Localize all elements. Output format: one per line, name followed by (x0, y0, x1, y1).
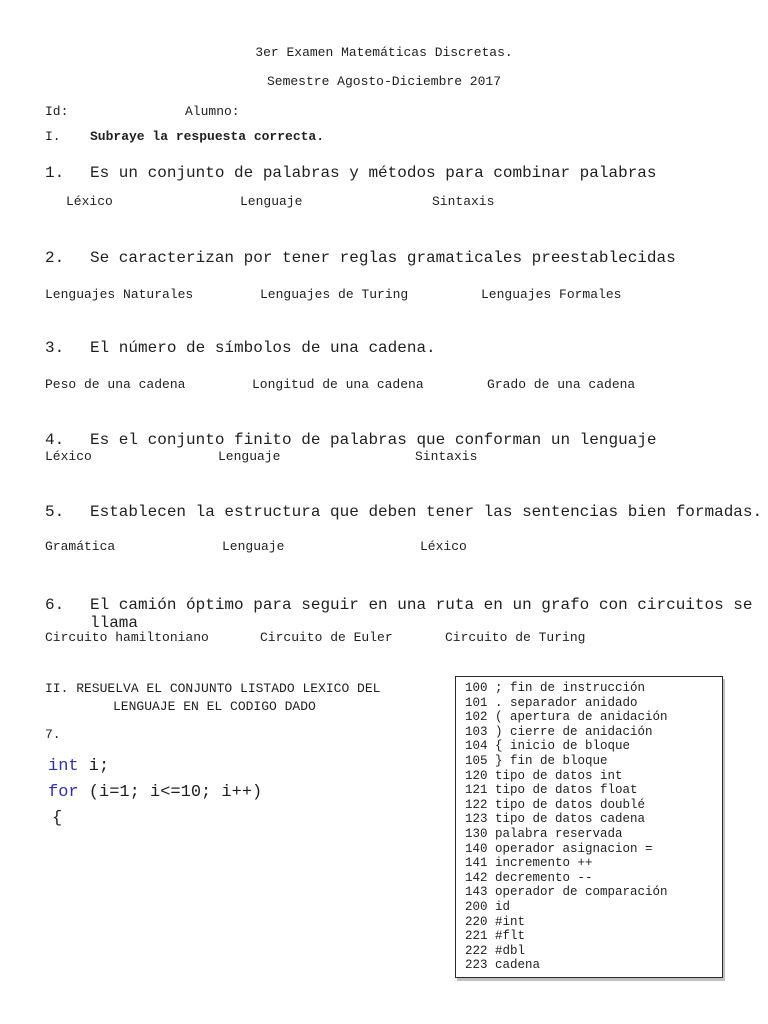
lexicon-item: 142 decremento -- (465, 870, 593, 885)
option-label: Circuito hamiltoniano (45, 630, 209, 645)
question-6-text: El camión óptimo para seguir en una ruta en un grafo con circuitos se llama (90, 596, 753, 632)
question-3 (0, 339, 768, 355)
option-label: Sintaxis (415, 449, 478, 464)
section-1-numeral: I. (45, 129, 61, 144)
question-1-number: 1. (45, 164, 65, 182)
question-4-text: Es el conjunto finito de palabras que conforman un lenguaje (90, 431, 657, 449)
lexicon-item: 140 operador asignacion = (465, 841, 653, 856)
lexicon-item: 143 operador de comparación (465, 885, 668, 900)
code-keyword: int (48, 757, 79, 776)
lexicon-item: 100 ; fin de instrucción (465, 681, 646, 695)
option-label: Léxico (420, 539, 467, 554)
question-1 (0, 164, 768, 180)
option-label: Gramática (45, 539, 116, 554)
lexicon-item: 120 tipo de datos int (465, 768, 623, 783)
lexicon-item: 123 tipo de datos cadena (465, 812, 646, 827)
question-4-number: 4. (45, 431, 65, 449)
code-line-3: { (52, 809, 63, 828)
option-label: Lenguaje (218, 449, 281, 464)
question-2 (0, 249, 768, 265)
option-label: Léxico (45, 449, 92, 464)
option-label: Lenguajes Formales (481, 287, 622, 302)
option-label: Lenguaje (240, 194, 303, 209)
code-line-1 (48, 757, 109, 777)
section-1-heading (0, 129, 768, 145)
question-3-options (0, 377, 768, 393)
lexicon-item: 200 id (465, 899, 511, 914)
lexicon-item: 101 . separador anidado (465, 695, 638, 710)
lexicon-item: 220 #int (465, 914, 526, 929)
lexicon-item: 221 #flt (465, 929, 526, 944)
question-2-number: 2. (45, 249, 65, 267)
question-1-text: Es un conjunto de palabras y métodos para combinar palabras (90, 164, 657, 182)
lexicon-item: 130 palabra reservada (465, 826, 623, 841)
option-label: Lenguajes Naturales (45, 287, 194, 302)
question-6-number: 6. (45, 596, 65, 614)
option-label: Lenguajes de Turing (260, 287, 409, 302)
question-1-options (0, 194, 768, 210)
lexicon-box (455, 676, 723, 978)
option-label: Sintaxis (432, 194, 495, 209)
student-label: Alumno: (185, 104, 240, 119)
question-4-options (0, 449, 768, 465)
question-4 (0, 431, 768, 447)
question-5-number: 5. (45, 503, 65, 521)
lexicon-item: 104 { inicio de bloque (465, 739, 631, 754)
lexicon-item: 223 cadena (465, 958, 541, 973)
page-title: 3er Examen Matemáticas Discretas. (255, 45, 513, 60)
question-5-text: Establecen la estructura que deben tener las sentencias bien formadas. (90, 503, 763, 521)
question-2-options (0, 287, 768, 303)
lexicon-item: 105 } fin de bloque (465, 753, 608, 768)
question-3-text: El número de símbolos de una cadena. (90, 339, 436, 357)
option-label: Circuito de Euler (260, 630, 393, 645)
question-5 (0, 503, 768, 519)
section-2-heading-line1: II. RESUELVA EL CONJUNTO LISTADO LEXICO DEL (45, 681, 381, 696)
section-2-heading-line2: LENGUAJE EN EL CODIGO DADO (113, 699, 316, 714)
code-line-2 (48, 783, 262, 803)
id-label: Id: (45, 104, 69, 119)
page-subtitle: Semestre Agosto-Diciembre 2017 (266, 74, 502, 89)
id-student-row (0, 104, 768, 120)
lexicon-item: 122 tipo de datos doublé (465, 797, 646, 812)
option-label: Lenguaje (222, 539, 285, 554)
question-6-options (0, 630, 768, 646)
lexicon-item: 121 tipo de datos float (465, 783, 638, 798)
option-label: Grado de una cadena (487, 377, 636, 392)
question-3-number: 3. (45, 339, 65, 357)
option-label: Peso de una cadena (45, 377, 186, 392)
lexicon-item: 102 ( apertura de anidación (465, 710, 668, 725)
question-6 (0, 596, 768, 632)
code-text: (i=1; i<=10; i++) (78, 783, 263, 802)
option-label: Léxico (66, 194, 113, 209)
question-5-options (0, 539, 768, 555)
code-keyword: for (48, 783, 79, 802)
question-2-text: Se caracterizan por tener reglas gramaticales preestablecidas (90, 249, 676, 267)
code-text: i; (78, 757, 110, 776)
lexicon-item: 103 ) cierre de anidación (465, 724, 653, 739)
lexicon-item: 141 incremento ++ (465, 856, 593, 871)
option-label: Circuito de Turing (445, 630, 586, 645)
lexicon-item: 222 #dbl (465, 943, 526, 958)
option-label: Longitud de una cadena (252, 377, 424, 392)
section-1-instruction: Subraye la respuesta correcta. (90, 129, 325, 144)
question-7-number: 7. (45, 727, 61, 742)
